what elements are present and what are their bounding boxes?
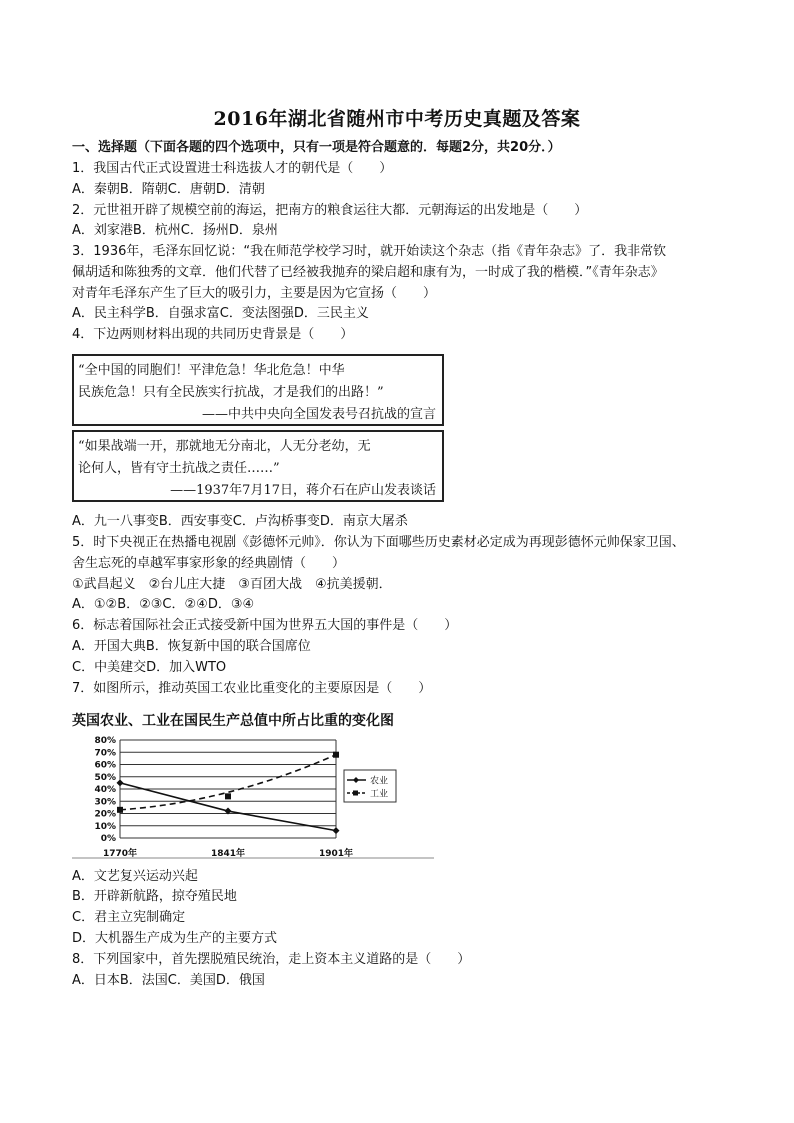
q4-stem: 4．下边两则材料出现的共同历史背景是（ ） — [72, 327, 354, 342]
legend-label: 工业 — [370, 789, 389, 800]
q8-stem: 8．下列国家中，首先摆脱殖民统治，走上资本主义道路的是（ ） — [72, 952, 471, 967]
x-tick-label: 1841年 — [210, 849, 246, 859]
q5-options: A．①②B．②③C．②④D．③④ — [72, 597, 255, 612]
y-tick-label: 10% — [94, 821, 116, 832]
q3-stem-line3: 对青年毛泽东产生了巨大的吸引力，主要是因为它宣扬（ ） — [72, 286, 437, 301]
chart-x-ticks — [103, 847, 353, 859]
q4-box2-line2: 论何人，皆有守土抗战之责任……” — [78, 461, 280, 476]
q7-option-b: B．开辟新航路，掠夺殖民地 — [72, 889, 237, 904]
q6-stem: 6．标志着国际社会正式接受新中国为世界五大国的事件是（ ） — [72, 618, 458, 633]
data-point — [333, 752, 339, 758]
q4-box1-source: ——中共中央向全国发表号召抗战的宣言 — [201, 407, 436, 422]
legend-marker — [353, 791, 358, 796]
chart-title: 英国农业、工业在国民生产总值中所占比重的变化图 — [72, 713, 394, 729]
q8-options: A．日本B．法国C．美国D．俄国 — [72, 973, 265, 988]
q4-box1-line2: 民族危急！只有全民族实行抗战，才是我们的出路！” — [78, 385, 384, 400]
data-point — [117, 807, 123, 813]
q2-options: A．刘家港B．杭州C．扬州D．泉州 — [72, 223, 278, 238]
chart-legend — [344, 770, 396, 802]
q7-option-d: D．大机器生产成为生产的主要方式 — [72, 931, 278, 946]
y-tick-label: 40% — [94, 785, 116, 795]
data-point — [333, 827, 340, 834]
q7-option-c: C．君主立宪制确定 — [72, 910, 186, 925]
q5-items: ①武昌起义 ②台儿庄大捷 ③百团大战 ④抗美援朝． — [72, 577, 392, 592]
y-tick-label: 30% — [94, 797, 116, 808]
data-point — [117, 779, 124, 786]
y-tick-label: 80% — [94, 736, 116, 746]
q7-stem: 7．如图所示，推动英国工农业比重变化的主要原因是（ ） — [72, 681, 432, 696]
section-header: 一、选择题（下面各题的四个选项中，只有一项是符合题意的．每题2分，共20分．） — [72, 140, 561, 155]
data-point — [225, 793, 231, 799]
q1-options: A．秦朝B．隋朝C．唐朝D．清朝 — [72, 182, 265, 197]
legend-label: 农业 — [370, 776, 389, 787]
q2-stem: 2．元世祖开辟了规模空前的海运，把南方的粮食运往大都．元朝海运的出发地是（ ） — [72, 203, 588, 218]
q4-material-box-1 — [72, 354, 444, 426]
q5-stem-line1: 5．时下央视正在热播电视剧《彭德怀元帅》．你认为下面哪些历史素材必定成为再现彭德怀元帅保家卫国、 — [72, 535, 685, 550]
x-tick-label: 1770年 — [102, 849, 138, 859]
x-tick-label: 1901年 — [318, 849, 354, 859]
q5-stem-line2: 舍生忘死的卓越军事家形象的经典剧情（ ） — [72, 556, 346, 571]
q4-options: A．九一八事变B．西安事变C．卢沟桥事变D．南京大屠杀 — [72, 514, 408, 529]
q3-stem-line2: 佩胡适和陈独秀的文章．他们代替了已经被我抛弃的梁启超和康有为，一时成了我的楷模．”《青年杂志》 — [72, 265, 664, 280]
q6-options-cd: C．中美建交D．加入WTO — [72, 660, 227, 675]
q4-box1-line1: “全中国的同胞们！平津危急！华北危急！中华 — [78, 363, 345, 378]
q1-stem: 1．我国古代正式设置进士科选拔人才的朝代是（ ） — [72, 161, 393, 176]
q4-box2-source: ——1937年7月17日，蒋介石在庐山发表谈话 — [170, 483, 436, 498]
q4-box2-line1: “如果战端一开，那就地无分南北，人无分老幼，无 — [78, 439, 371, 454]
q7-option-a: A．文艺复兴运动兴起 — [72, 869, 198, 884]
q4-material-box-2 — [72, 430, 444, 502]
page-title: 2016年湖北省随州市中考历史真题及答案 — [213, 108, 581, 130]
chart-y-ticks — [94, 736, 116, 844]
y-tick-label: 0% — [100, 834, 116, 844]
y-tick-label: 50% — [94, 772, 116, 783]
y-tick-label: 70% — [94, 748, 116, 759]
q6-options-ab: A．开国大典B．恢复新中国的联合国席位 — [72, 639, 311, 654]
y-tick-label: 60% — [94, 760, 116, 771]
q3-options: A．民主科学B．自强求富C．变法图强D．三民主义 — [72, 306, 369, 321]
agriculture-industry-chart — [72, 734, 436, 864]
y-tick-label: 20% — [94, 809, 116, 820]
q3-stem-line1: 3．1936年，毛泽东回忆说：“我在师范学校学习时，就开始读这个杂志（指《青年杂志》了．我非常钦 — [72, 244, 667, 259]
